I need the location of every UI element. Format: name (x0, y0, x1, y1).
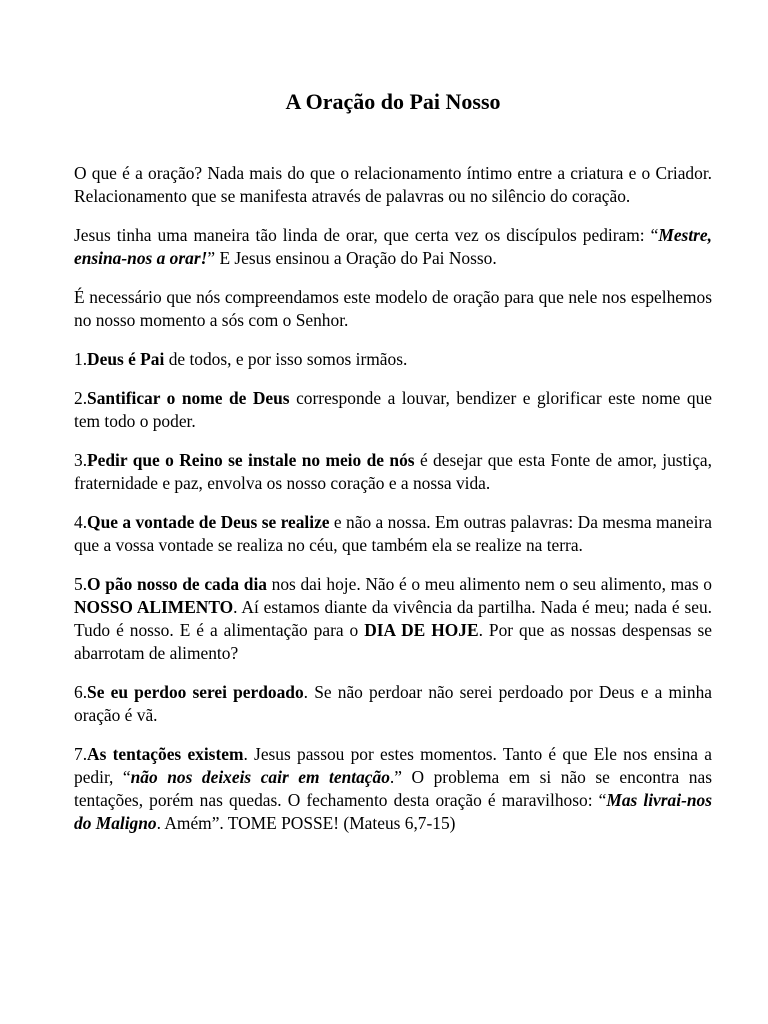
item-text: é desejar que esta Fonte de amor, justiça, fraternidade e paz, envolva os nosso coração e a nossa vida. (74, 450, 712, 493)
item-heading: Deus é Pai (87, 349, 165, 369)
item-text: . Aí estamos diante da vivência da partilha. Nada é meu; nada é seu. Tudo é nosso. E é a alimentação para o (74, 597, 713, 640)
item-text: e não a nossa. Em outras palavras: Da mesma maneira que a vossa vontade se realiza no céu, que também ela se realize na terra. (74, 512, 712, 555)
item-text: . Por que as nossas despensas se abarrotam de alimento? (74, 620, 712, 663)
paragraph-jesus-prayer (74, 224, 712, 270)
list-item-5 (74, 573, 712, 665)
quote-text: Mas livrai-nos do Maligno (74, 790, 712, 833)
paragraph-model: É necessário que nós compreendamos este modelo de oração para que nele nos espelhemos no nosso momento a sós com o Senhor. (74, 287, 712, 330)
item-text: nos dai hoje. Não é o meu alimento nem o seu alimento, mas o (266, 574, 713, 594)
emphasis-text: NOSSO ALIMENTO (74, 597, 234, 617)
list-item-1 (74, 348, 712, 371)
quote-text: não nos deixeis cair em tentação (130, 767, 390, 787)
item-text: corresponde a louvar, bendizer e glorificar este nome que tem todo o poder. (74, 388, 712, 431)
list-item-3 (74, 449, 712, 495)
item-text: . Se não perdoar não serei perdoado por Deus e a minha oração é vã. (74, 682, 712, 725)
item-heading: Se eu perdoo serei perdoado (87, 682, 304, 702)
item-number: 2. (74, 388, 88, 408)
list-item-4 (74, 511, 712, 557)
list-item-7 (74, 743, 712, 835)
text: Jesus tinha uma maneira tão linda de orar, que certa vez os discípulos pediram: “ (74, 225, 659, 245)
item-number: 1. (74, 349, 88, 369)
item-text: .” O problema em si não se encontra nas tentações, porém nas quedas. O fechamento desta oração é maravilhoso: “ (74, 767, 712, 810)
page-title: A Oração do Pai Nosso (285, 89, 501, 114)
paragraph-intro: O que é a oração? Nada mais do que o relacionamento íntimo entre a criatura e o Criador. Relacionamento que se manifesta através de palavras ou no silêncio do coração. (74, 163, 712, 206)
item-heading: O pão nosso de cada dia (87, 574, 267, 594)
text: ” E Jesus ensinou a Oração do Pai Nosso. (207, 248, 497, 268)
item-number: 5. (74, 574, 88, 594)
item-text: . Amém”. TOME POSSE! (Mateus 6,7-15) (156, 813, 456, 833)
item-number: 7. (74, 744, 88, 764)
item-heading: Que a vontade de Deus se realize (87, 512, 330, 532)
emphasis-text: DIA DE HOJE (364, 620, 479, 640)
quote-text: Mestre, ensina-nos a orar! (74, 225, 712, 268)
item-heading: Pedir que o Reino se instale no meio de nós (87, 450, 415, 470)
item-number: 4. (74, 512, 88, 532)
item-heading: As tentações existem (87, 744, 244, 764)
item-number: 6. (74, 682, 88, 702)
list-item-2 (74, 387, 712, 433)
item-text: de todos, e por isso somos irmãos. (164, 349, 408, 369)
list-item-6 (74, 681, 712, 727)
item-number: 3. (74, 450, 88, 470)
item-heading: Santificar o nome de Deus (87, 388, 290, 408)
item-text: . Jesus passou por estes momentos. Tanto é que Ele nos ensina a pedir, “ (74, 744, 712, 787)
